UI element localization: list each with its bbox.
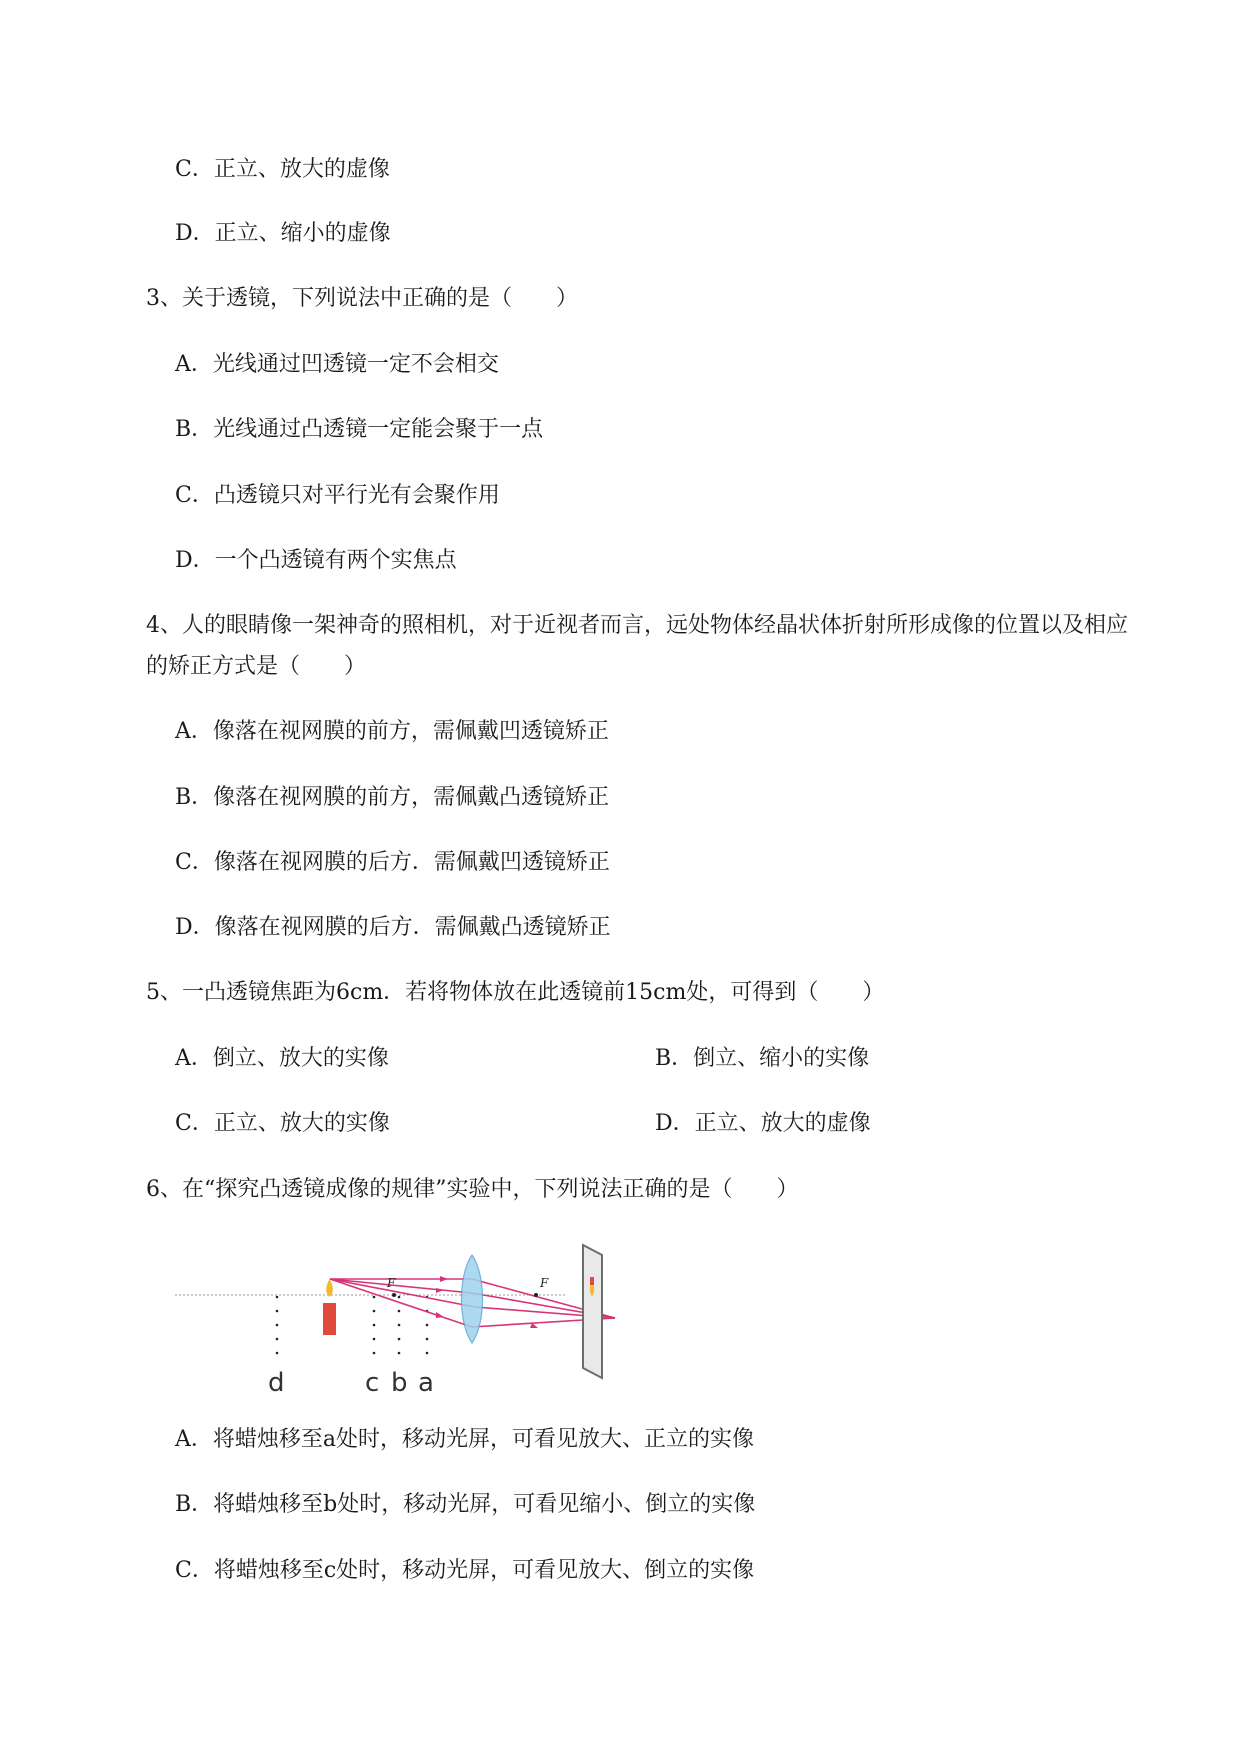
q5-stem: 5、一凸透镜焦距为6cm．若将物体放在此透镜前15cm处，可得到（ ） [146,980,885,1005]
focus-point-right [534,1293,538,1297]
q6-stem: 6、在“探究凸透镜成像的规律”实验中，下列说法正确的是（ ） [146,1177,799,1202]
q6-option-a: A．将蜡烛移至a处时，移动光屏，可看见放大、正立的实像 [175,1427,755,1452]
q4-option-c: C．像落在视网膜的后方．需佩戴凹透镜矫正 [175,850,610,875]
q5-option-b: B．倒立、缩小的实像 [655,1046,870,1071]
q5-option-d: D．正立、放大的虚像 [655,1111,871,1136]
point-label-b: b [391,1368,408,1395]
q5-option-a: A．倒立、放大的实像 [175,1046,389,1071]
convex-lens [462,1255,483,1343]
q4-option-a: A．像落在视网膜的前方，需佩戴凹透镜矫正 [175,719,609,744]
q3-option-b: B．光线通过凸透镜一定能会聚于一点 [175,417,544,442]
focus-label-right: F [540,1276,549,1290]
candle-flame [326,1279,333,1297]
q2-option-c: C．正立、放大的虚像 [175,157,390,182]
point-label-a: a [418,1368,434,1395]
q3-stem: 3、关于透镜，下列说法中正确的是（ ） [146,286,578,311]
q3-option-c: C．凸透镜只对平行光有会聚作用 [175,483,500,508]
q4-stem-line2: 的矫正方式是（ ） [146,654,367,679]
q3-option-a: A．光线通过凹透镜一定不会相交 [175,352,499,377]
point-label-d: d [268,1368,285,1395]
q6-option-c: C．将蜡烛移至c处时，移动光屏，可看见放大、倒立的实像 [175,1558,755,1583]
focus-label-left: F [387,1276,396,1290]
candle [323,1303,336,1335]
q4-option-d: D．像落在视网膜的后方．需佩戴凸透镜矫正 [175,915,611,940]
point-label-c: c [365,1368,380,1395]
focus-point-left [392,1293,396,1297]
q3-option-d: D．一个凸透镜有两个实焦点 [175,548,457,573]
q4-stem-line1: 4、人的眼睛像一架神奇的照相机，对于近视者而言，远处物体经晶状体折射所形成像的位置以及相应 [146,613,1129,638]
q5-option-c: C．正立、放大的实像 [175,1111,390,1136]
screen-image-candle [590,1277,594,1285]
q4-option-b: B．像落在视网膜的前方，需佩戴凸透镜矫正 [175,785,610,810]
lens-experiment-diagram [170,1235,640,1395]
q2-option-d: D．正立、缩小的虚像 [175,221,391,246]
light-screen [583,1245,602,1378]
q6-option-b: B．将蜡烛移至b处时，移动光屏，可看见缩小、倒立的实像 [175,1492,756,1517]
